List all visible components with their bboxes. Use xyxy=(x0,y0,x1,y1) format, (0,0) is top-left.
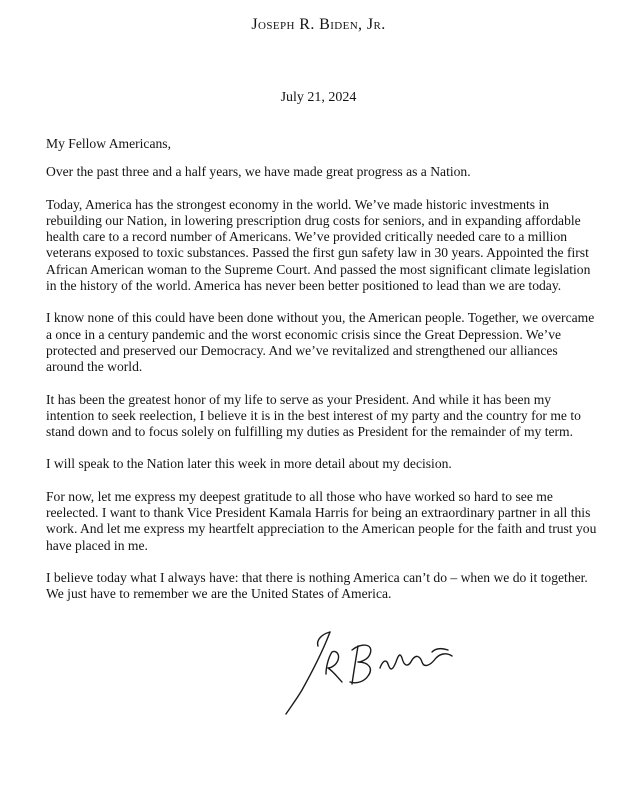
paragraph-economy: Today, America has the strongest economy in the world. We’ve made historic investments in rebuilding our Nation, in lowering prescription drug costs for seniors, and in expanding affordable health care to a record number of Americans. We’ve provided critically needed care to a million veterans exposed to toxic substances. Passed the first gun safety law in 30 years. Appointed the first African American woman to the Supreme Court. And passed the most significant climate legislation in the history of the world. America has never been better positioned to lead than we are today. xyxy=(46,196,591,294)
paragraph-progress: Over the past three and a half years, we have made great progress as a Nation. xyxy=(46,164,471,180)
salutation: My Fellow Americans, xyxy=(46,136,171,151)
signature-icon xyxy=(282,628,462,716)
letterhead: Joseph R. Biden, Jr. xyxy=(251,16,386,33)
letter-date: July 21, 2024 xyxy=(280,90,357,105)
paragraph-decision: It has been the greatest honor of my life to serve as your President. And while it has been my intention to seek reelection, I believe it is in the best interest of my party and the country for me to stand down and to focus solely on fulfilling my duties as President for the remainder of my term. xyxy=(46,391,581,440)
signature xyxy=(282,628,462,716)
paragraph-gratitude: For now, let me express my deepest gratitude to all those who have worked so hard to see me reelected. I want to thank Vice President Kamala Harris for being an extraordinary partner in all this work. And let me express my heartfelt appreciation to the American people for the faith and trust you have placed in me. xyxy=(46,488,597,553)
paragraph-american-people: I know none of this could have been done without you, the American people. Together, we overcame a once in a century pandemic and the worst economic crisis since the Great Depression. We’ve protected and preserved our Democracy. And we’ve revitalized and strengthened our alliances around the world. xyxy=(46,310,595,375)
paragraph-closing: I believe today what I always have: that there is nothing America can’t do – when we do it together. We just have to remember we are the United States of America. xyxy=(46,569,588,602)
paragraph-speak-later: I will speak to the Nation later this week in more detail about my decision. xyxy=(46,456,452,472)
letter-body xyxy=(46,136,598,619)
